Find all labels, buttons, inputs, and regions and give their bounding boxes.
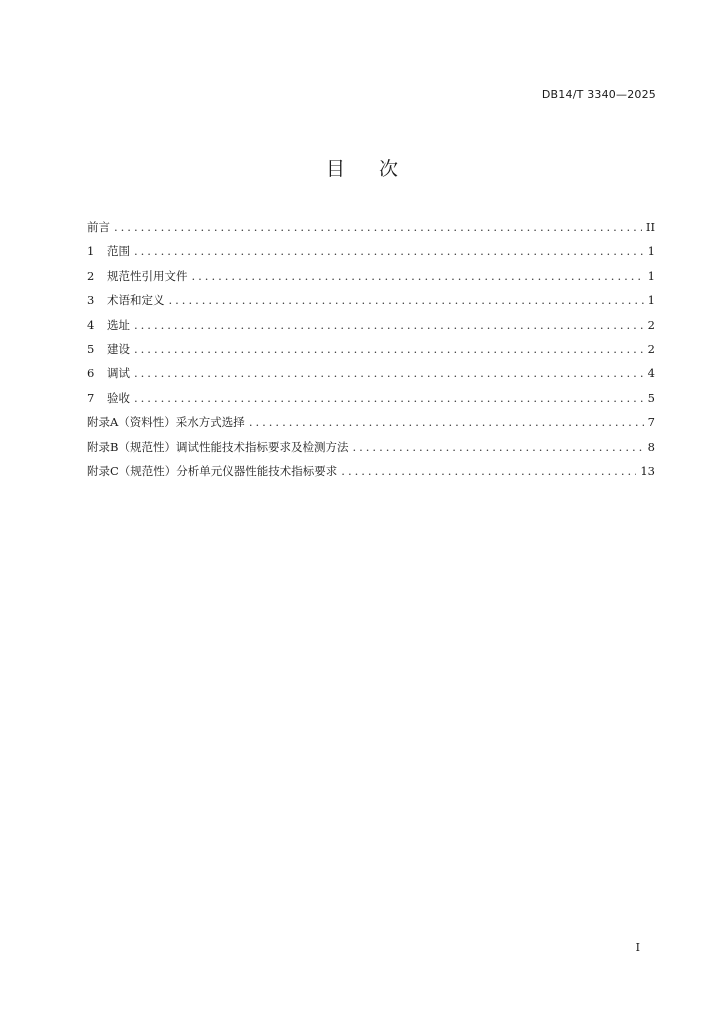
toc-entry-appendix-c[interactable] [87,463,655,487]
toc-entry-label: 选址 [107,317,130,332]
toc-entry-page: 1 [647,268,655,283]
toc-title: 目次 [325,158,432,180]
toc-entry-label: 规范性引用文件 [107,268,188,283]
toc-entry-construction[interactable] [87,341,655,365]
toc-entry-number: 1 [87,244,95,259]
toc-entry-label: 附录A（资料性）采水方式选择 [87,415,245,430]
toc-entry-commissioning[interactable] [87,365,655,389]
toc-entry-number: 7 [87,390,95,405]
dot-leader [134,366,644,380]
dot-leader [134,318,644,332]
toc-entry-normative-references[interactable] [87,268,655,292]
dot-leader [169,293,644,307]
toc-entry-label: 附录B（规范性）调试性能技术指标要求及检测方法 [87,439,349,454]
document-code: DB14/T 3340—2025 [541,88,656,101]
dot-leader [192,269,644,283]
toc-entry-label: 验收 [107,390,130,405]
page-number: I [635,941,640,954]
toc-entry-page: II [645,220,655,234]
toc-entry-page: 2 [647,317,655,332]
dot-leader [134,342,644,356]
toc-entry-number: 6 [87,366,95,381]
toc-entry-scope[interactable] [87,243,655,267]
toc-entry-page: 7 [647,415,655,430]
toc-entry-label: 附录C（规范性）分析单元仪器性能技术指标要求 [87,463,338,478]
toc-entry-page: 5 [647,390,655,405]
toc-entry-foreword[interactable] [87,219,655,243]
toc-entry-page: 4 [647,366,655,381]
toc-entry-page: 8 [647,439,655,454]
toc-entry-label: 调试 [107,366,130,381]
dot-leader [341,464,636,478]
toc-entry-appendix-b[interactable] [87,439,655,463]
toc-entry-page: 2 [647,341,655,356]
toc-entry-label: 范围 [107,244,130,259]
toc-entry-appendix-a[interactable] [87,414,655,438]
dot-leader [134,391,644,405]
toc-entry-label: 建设 [107,341,130,356]
toc-entry-number: 4 [87,317,95,332]
dot-leader [134,244,644,258]
toc-entry-label: 前言 [87,220,110,234]
toc-entry-acceptance[interactable] [87,390,655,414]
table-of-contents [87,219,655,487]
toc-entry-number: 2 [87,268,95,283]
toc-entry-page: 13 [640,463,655,478]
toc-entry-label: 术语和定义 [107,293,165,308]
toc-entry-terms-definitions[interactable] [87,292,655,316]
dot-leader [249,415,644,429]
toc-entry-number: 3 [87,293,95,308]
dot-leader [114,220,642,234]
toc-entry-page: 1 [647,293,655,308]
toc-entry-page: 1 [647,244,655,259]
toc-entry-number: 5 [87,341,95,356]
toc-entry-site-selection[interactable] [87,317,655,341]
dot-leader [352,440,643,454]
